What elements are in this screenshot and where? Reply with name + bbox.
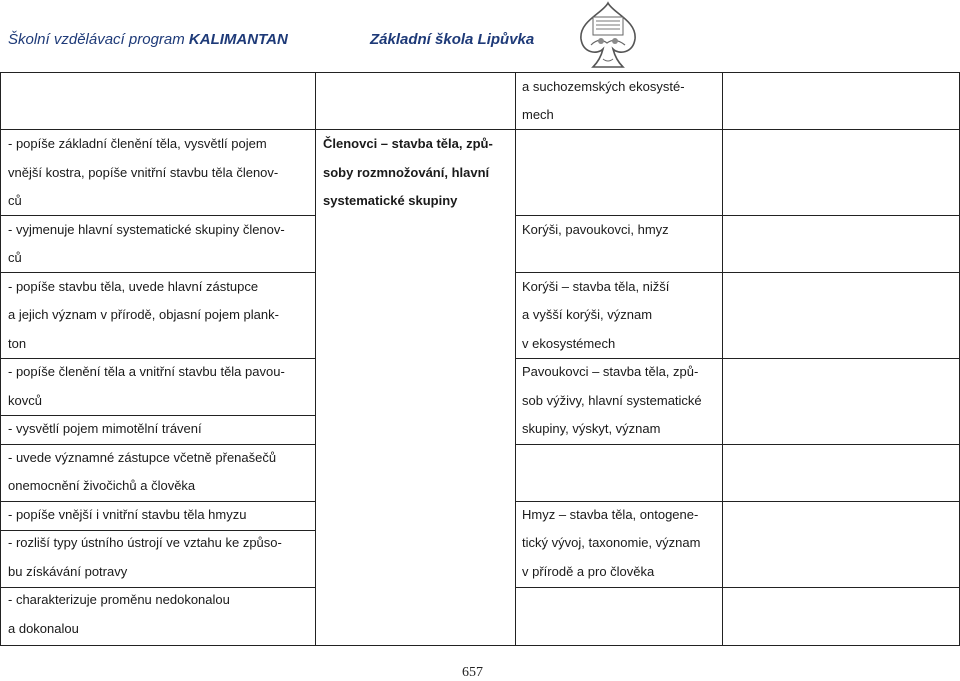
outcome-line: a dokonalou xyxy=(8,620,79,636)
content-line: Korýši – stavba těla, nižší xyxy=(522,278,670,294)
content-line: v ekosystémech xyxy=(522,335,616,351)
content-line: v přírodě a pro člověka xyxy=(522,563,655,579)
content-line: Hmyz – stavba těla, ontogene- xyxy=(522,506,699,522)
outcome-line: - popíše stavbu těla, uvede hlavní zástupce xyxy=(8,278,259,294)
content-line: tický vývoj, taxonomie, význam xyxy=(522,535,701,550)
outcome-line: ců xyxy=(8,193,22,208)
page-number: 657 xyxy=(462,665,483,680)
row-divider xyxy=(515,444,960,445)
outcome-line: onemocnění živočichů a člověka xyxy=(8,478,196,493)
school-logo-icon xyxy=(577,1,639,71)
outcome-line: ton xyxy=(8,335,27,351)
table-border-bottom xyxy=(0,645,960,646)
content-line: Pavoukovci – stavba těla, způ- xyxy=(522,364,699,379)
outcome-line: - charakterizuje proměnu nedokonalou xyxy=(8,592,230,607)
content-line: skupiny, výskyt, význam xyxy=(522,421,661,436)
topic-line: systematické skupiny xyxy=(323,193,458,208)
outcome-line: - popíše základní členění těla, vysvětlí pojem xyxy=(8,136,267,151)
topic-line: Členovci – stavba těla, způ- xyxy=(323,136,493,151)
outcome-line: vnější kostra, popíše vnitřní stavbu těla členov- xyxy=(8,164,279,180)
content-line: Korýši, pavoukovci, hmyz xyxy=(522,221,669,237)
content-line: a suchozemských ekosysté- xyxy=(522,79,685,94)
content-line: a vyšší korýši, význam xyxy=(522,307,653,322)
outcome-line: - vysvětlí pojem mimotělní trávení xyxy=(8,421,202,436)
outcome-line: ců xyxy=(8,250,22,265)
outcome-line: - popíše členění těla a vnitřní stavbu těla pavou- xyxy=(8,364,285,379)
row-divider xyxy=(515,587,960,588)
program-prefix: Školní vzdělávací program xyxy=(8,31,189,48)
outcome-line: - rozliší typy ústního ústrojí ve vztahu ke způso- xyxy=(8,535,282,550)
table-border-top xyxy=(0,72,960,73)
topic-line: soby rozmnožování, hlavní xyxy=(323,164,490,180)
page-header xyxy=(0,0,960,72)
outcome-line: - popíše vnější i vnitřní stavbu těla hmyzu xyxy=(8,506,247,522)
content-line: mech xyxy=(522,107,554,122)
outcome-line: - vyjmenuje hlavní systematické skupiny členov- xyxy=(8,221,285,237)
curriculum-table xyxy=(0,72,960,646)
school-name: Základní škola Lipůvka xyxy=(370,31,535,48)
content-line: sob výživy, hlavní systematické xyxy=(522,392,702,408)
outcome-line: - uvede významné zástupce včetně přenašečů xyxy=(8,449,277,465)
program-title xyxy=(8,31,288,48)
outcome-line: bu získávání potravy xyxy=(8,563,128,579)
outcome-line: a jejich význam v přírodě, objasní pojem plank- xyxy=(8,307,279,322)
program-name: KALIMANTAN xyxy=(188,31,288,48)
outcome-line: kovců xyxy=(8,392,42,408)
